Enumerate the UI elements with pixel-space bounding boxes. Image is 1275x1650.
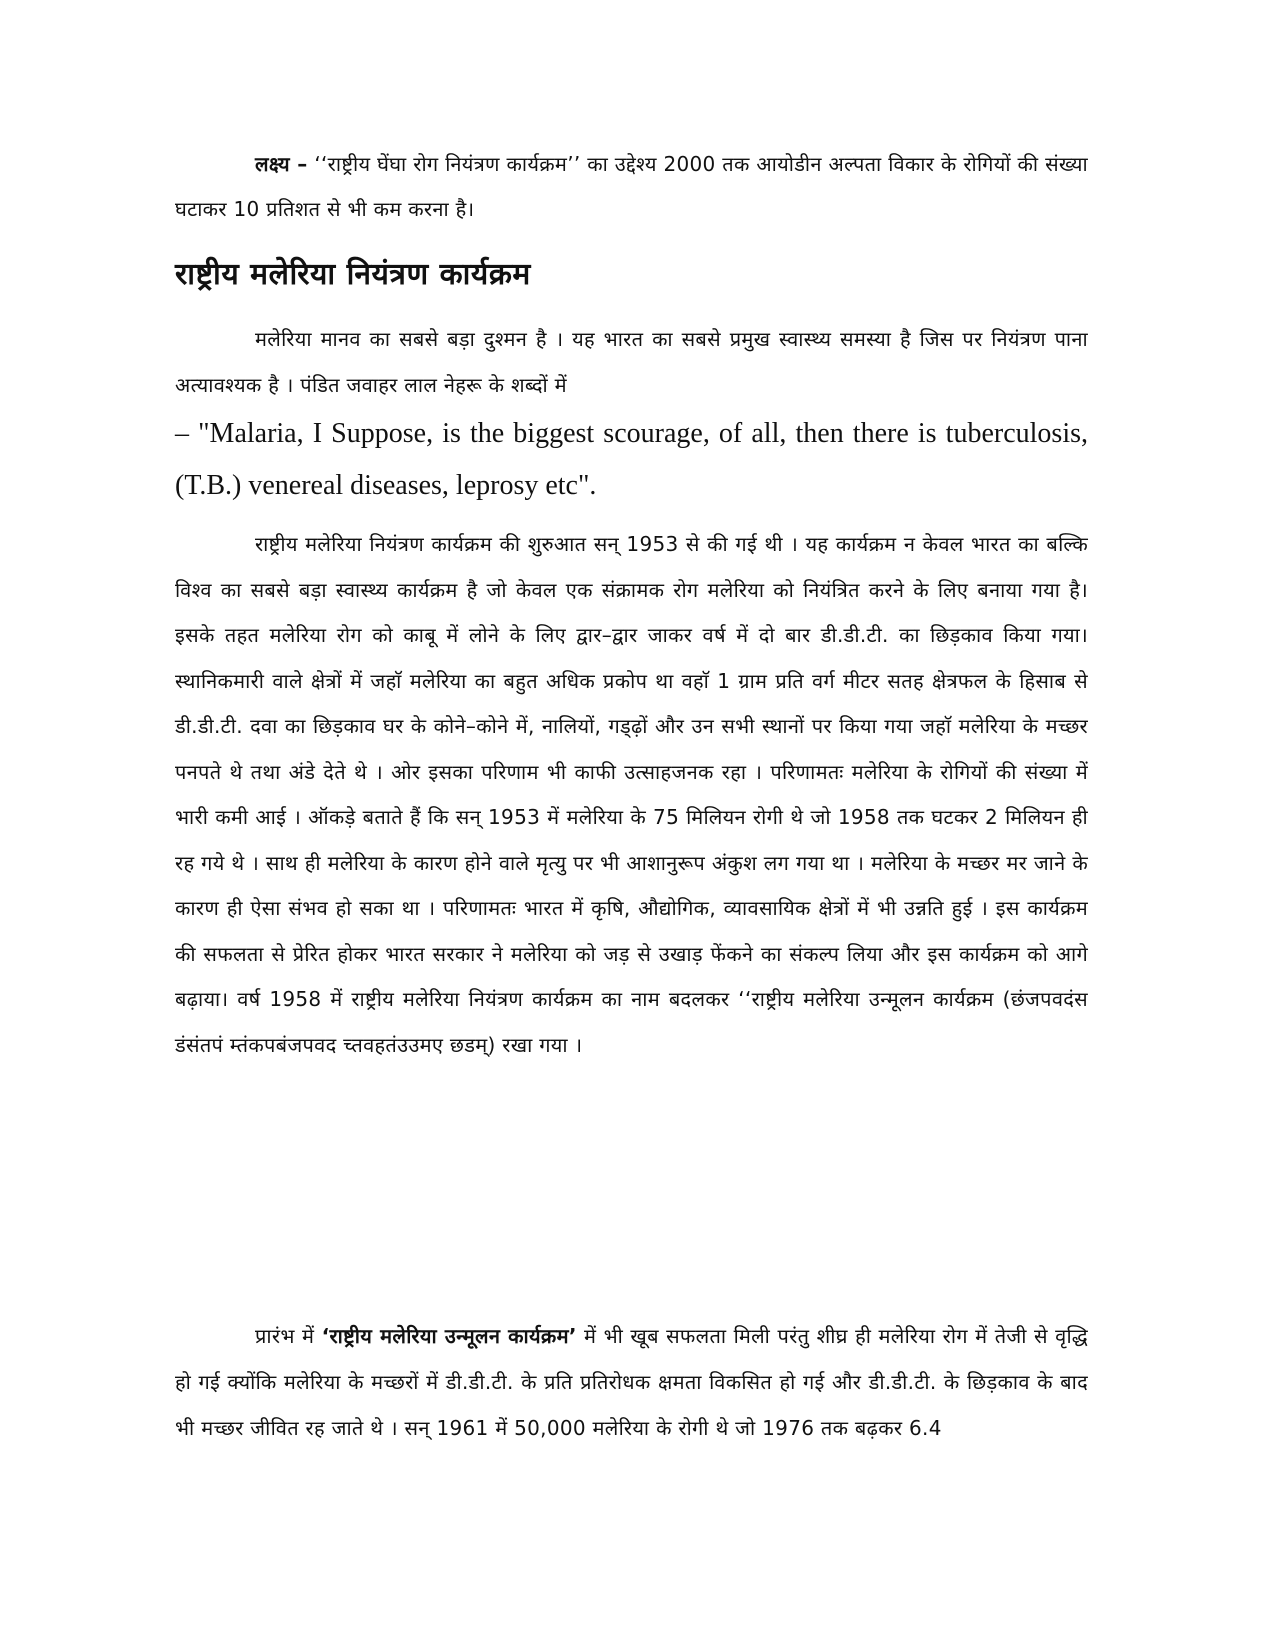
section-heading: राष्ट्रीय मलेरिया नियंत्रण कार्यक्रम <box>175 257 531 292</box>
intro-text: मलेरिया मानव का सबसे बड़ा दुश्मन है । यह भारत का सबसे प्रमुख स्वास्थ्य समस्या है जिस पर नियंत्रण पाना अत्यावश्यक है । पंडित जवाहर लाल नेहरू के शब्दों में <box>175 327 1088 397</box>
goal-lead: लक्ष्य – <box>255 152 308 176</box>
eradication-before: प्रारंभ में <box>255 1324 322 1348</box>
eradication-program-name: ‘राष्ट्रीय मलेरिया उन्मूलन कार्यक्रम’ <box>321 1324 577 1348</box>
paragraph-program-history <box>175 522 1088 1068</box>
nehru-quote: – "Malaria, I Suppose, is the biggest scourage, of all, then there is tuberculosis, (T.B.) venereal diseases, leprosy etc". <box>175 418 1088 501</box>
paragraph-intro <box>175 316 1088 408</box>
paragraph-eradication <box>175 1313 1088 1451</box>
paragraph-goal <box>175 142 1088 232</box>
eradication-after: में भी खूब सफलता मिली परंतु शीघ्र ही मलेरिया रोग में तेजी से वृद्धि हो गई क्योंकि मलेरिया के मच्छरों में डी.डी.टी. के प्रति प्रतिरोधक क्षमता विकसित हो गई और डी.डी.टी. के छिड़काव के बाद भी मच्छर जीवित रह जाते थे । सन् 1961 में 50,000 मलेरिया के रोगी थे जो 1976 तक बढ़कर 6.4 <box>175 1324 1089 1440</box>
history-text: राष्ट्रीय मलेरिया नियंत्रण कार्यक्रम की शुरुआत सन् 1953 से की गई थी । यह कार्यक्रम न केवल भारत का बल्कि विश्व का सबसे बड़ा स्वास्थ्य कार्यक्रम है जो केवल एक संक्रामक रोग मलेरिया को नियंत्रित करने के लिए बनाया गया है। इसके तहत मलेरिया रोग को काबू में लोने के लिए द्वार–द्वार जाकर वर्ष में दो बार डी.डी.टी. का छिड़काव किया गया। स्थानिकमारी वाले क्षेत्रों में जहाॅ मलेरिया का बहुत अधिक प्रकोप था वहाॅ 1 ग्राम प्रति वर्ग मीटर सतह क्षेत्रफल के हिसाब से डी.डी.टी. दवा का छिड़काव घर के कोने–कोने में, नालियों, गड्ढ़ों और उन सभी स्थानों पर किया गया जहाॅ मलेरिया के मच्छर पनपते थे तथा अंडे देते थे । ओर इसका परिणाम भी काफी उत्साहजनक रहा । परिणामतः मलेरिया के रोगियों की संख्या में भारी कमी आई । ऑकड़े बताते हैं कि सन् 1953 में मलेरिया के 75 मिलियन रोगी थे जो 1958 तक घटकर 2 मिलियन ही रह गये थे । साथ ही मलेरिया के कारण होने वाले मृत्यु पर भी आशानुरूप अंकुश लग गया था । मलेरिया के मच्छर मर जाने के कारण ही ऐसा संभव हो सका था । परिणामतः भारत में कृषि, औद्योगिक, व्यावसायिक क्षेत्रों में भी उन्नति हुई । इस कार्यक्रम की सफलता से प्रेरित होकर भारत सरकार ने मलेरिया को जड़ से उखाड़ फेंकने का संकल्प लिया और इस कार्यक्रम को आगे बढ़ाया। वर्ष 1958 में राष्ट्रीय मलेरिया नियंत्रण कार्यक्रम का नाम बदलकर ‘‘राष्ट्रीय मलेरिया उन्मूलन कार्यक्रम (छंजपवदंस डंसंतपं म्तंकपबंजपवद च्तवहतंउउमए छडम्) रखा गया । <box>175 532 1088 1057</box>
goal-text: ‘‘राष्ट्रीय घेंघा रोग नियंत्रण कार्यक्रम’’ का उद्देश्य 2000 तक आयोडीन अल्पता विकार के रोगियों की संख्या घटाकर 10 प्रतिशत से भी कम करना है। <box>175 152 1089 221</box>
